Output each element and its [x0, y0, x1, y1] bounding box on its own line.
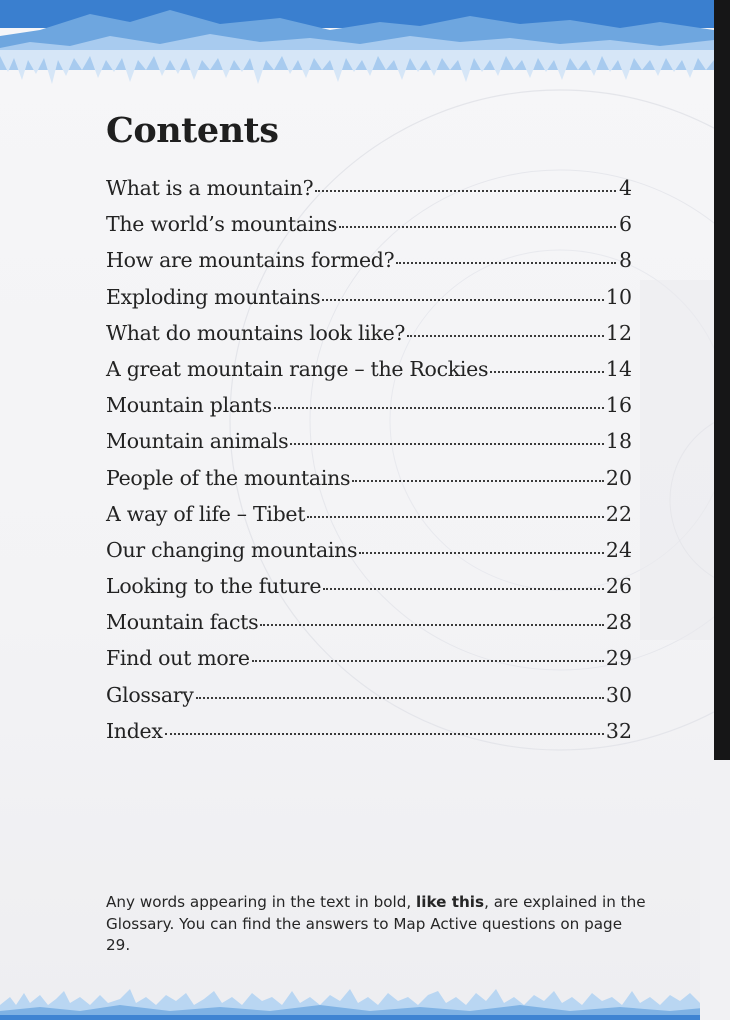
note-bold-example: like this: [416, 893, 485, 911]
table-of-contents: [106, 176, 632, 755]
toc-entry-title: Index: [106, 718, 163, 743]
toc-entry-title: A way of life – Tibet: [106, 501, 306, 526]
toc-entry-page: 28: [605, 610, 632, 635]
toc-entry[interactable]: [106, 466, 632, 502]
toc-entry[interactable]: [106, 538, 632, 574]
toc-entry-page: 29: [605, 646, 632, 671]
toc-entry-page: 24: [605, 537, 632, 562]
toc-entry-title: Find out more: [106, 646, 250, 671]
toc-dot-leader: [339, 226, 616, 228]
toc-entry[interactable]: [106, 321, 632, 357]
glossary-note: [106, 892, 646, 957]
toc-dot-leader: [307, 516, 604, 518]
toc-dot-leader: [323, 588, 604, 590]
toc-entry-title: People of the mountains: [106, 465, 351, 490]
toc-entry-page: 6: [618, 212, 632, 237]
toc-dot-leader: [359, 552, 604, 554]
toc-entry[interactable]: [106, 285, 632, 321]
toc-entry[interactable]: [106, 502, 632, 538]
toc-dot-leader: [352, 480, 604, 482]
toc-dot-leader: [165, 733, 604, 735]
toc-entry[interactable]: [106, 719, 632, 755]
toc-entry-page: 18: [605, 429, 632, 454]
toc-entry-page: 16: [605, 393, 632, 418]
toc-dot-leader: [490, 371, 604, 373]
toc-entry[interactable]: [106, 683, 632, 719]
page-title: Contents: [106, 110, 279, 151]
toc-dot-leader: [315, 190, 616, 192]
toc-entry[interactable]: [106, 646, 632, 682]
toc-entry-title: Mountain plants: [106, 393, 272, 418]
toc-entry-page: 30: [605, 682, 632, 707]
toc-entry-title: How are mountains formed?: [106, 248, 395, 273]
toc-entry-title: The world’s mountains: [106, 212, 338, 237]
toc-entry-page: 32: [605, 718, 632, 743]
toc-entry-title: Mountain facts: [106, 610, 259, 635]
toc-entry[interactable]: [106, 176, 632, 212]
toc-entry-title: Exploding mountains: [106, 284, 321, 309]
toc-entry-title: What do mountains look like?: [106, 320, 406, 345]
toc-entry-page: 12: [605, 320, 632, 345]
toc-entry-page: 10: [605, 284, 632, 309]
note-text-start: Any words appearing in the text in bold,: [106, 893, 417, 911]
toc-dot-leader: [290, 443, 604, 445]
toc-dot-leader: [396, 262, 616, 264]
toc-dot-leader: [274, 407, 604, 409]
toc-entry[interactable]: [106, 574, 632, 610]
toc-dot-leader: [322, 299, 604, 301]
note-text-end: , are explained in the Glossary. You can find the answers to Map Active questions on page 29.: [106, 893, 646, 954]
toc-entry-title: Glossary: [106, 682, 194, 707]
toc-entry[interactable]: [106, 610, 632, 646]
toc-entry-page: 22: [605, 501, 632, 526]
toc-dot-leader: [260, 624, 604, 626]
toc-entry[interactable]: [106, 212, 632, 248]
toc-entry[interactable]: [106, 393, 632, 429]
toc-entry-title: Our changing mountains: [106, 537, 358, 562]
toc-entry-page: 20: [605, 465, 632, 490]
toc-entry-title: Mountain animals: [106, 429, 289, 454]
toc-entry-title: Looking to the future: [106, 574, 322, 599]
toc-entry[interactable]: [106, 357, 632, 393]
toc-entry-page: 4: [618, 176, 632, 200]
page-edge-tab: [700, 760, 730, 1020]
toc-entry-title: A great mountain range – the Rockies: [106, 356, 489, 381]
toc-dot-leader: [252, 660, 604, 662]
toc-entry-title: What is a mountain?: [106, 176, 314, 200]
mountain-banner-top: [0, 0, 714, 100]
toc-dot-leader: [407, 335, 604, 337]
toc-entry[interactable]: [106, 248, 632, 284]
toc-entry-page: 8: [618, 248, 632, 273]
mountain-banner-bottom: [0, 975, 714, 1020]
toc-entry-page: 26: [605, 574, 632, 599]
toc-entry-page: 14: [605, 356, 632, 381]
toc-dot-leader: [196, 697, 604, 699]
toc-entry[interactable]: [106, 429, 632, 465]
